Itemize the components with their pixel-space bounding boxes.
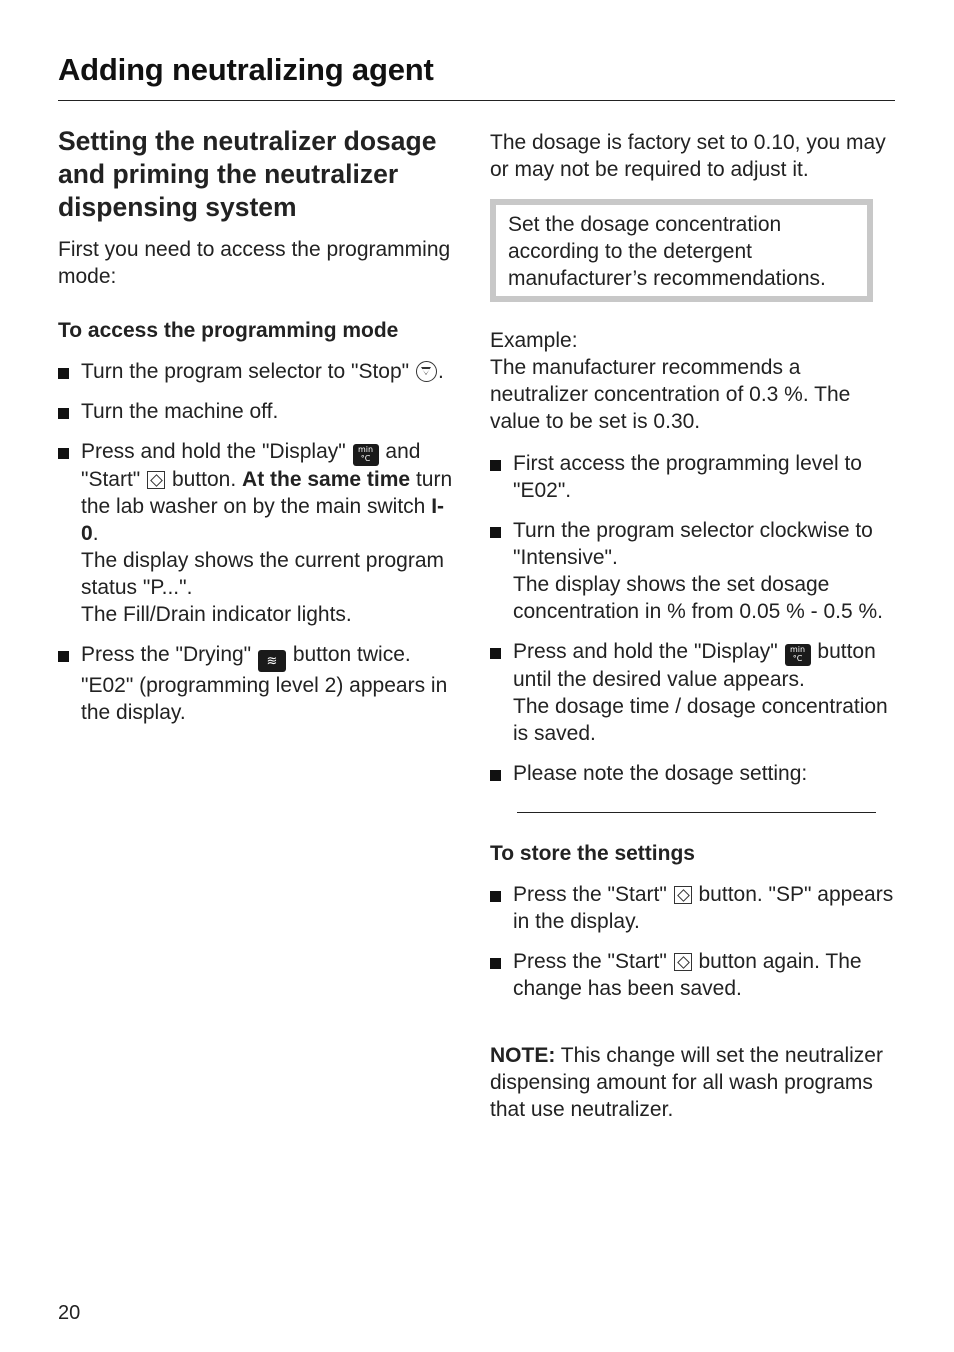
step-text: Turn the program selector to "Stop" <box>81 360 410 383</box>
step-text: Press the "Start" <box>513 950 667 973</box>
dosage-steps <box>490 450 900 787</box>
step-text: Press and hold the "Display" <box>513 640 778 663</box>
display-button-icon: min °C <box>353 444 379 466</box>
step-drying <box>58 641 458 726</box>
bullet-icon <box>490 527 501 538</box>
bullet-icon <box>490 770 501 781</box>
step-access-level <box>490 450 900 504</box>
step-machine-off <box>58 398 458 425</box>
note-paragraph <box>490 1042 900 1123</box>
step-press-hold <box>58 438 458 628</box>
step-turn-selector <box>490 517 900 625</box>
step-text: Press the "Start" <box>513 883 667 906</box>
right-column <box>490 129 900 1123</box>
display-button-icon: min °C <box>785 644 811 666</box>
step-result: The dosage time / dosage concentration is saved. <box>513 695 888 745</box>
step-text: button again. The change has been saved. <box>513 950 862 1000</box>
dosage-callout-box <box>490 199 873 302</box>
stop-symbol-icon <box>416 361 437 382</box>
step-result: The display shows the current program status "P...". <box>81 549 444 599</box>
factory-setting-text: The dosage is factory set to 0.10, you may or may not be required to adjust it. <box>490 131 886 181</box>
bullet-icon <box>490 891 501 902</box>
step-press-display <box>490 638 900 747</box>
example-text: The manufacturer recommends a neutralizer concentration of 0.3 %. The value to be set is 0.30. <box>490 356 851 433</box>
note-label: NOTE: <box>490 1044 556 1067</box>
step-text: Turn the program selector clockwise to "Intensive". <box>513 519 873 569</box>
step-text: . <box>92 522 99 545</box>
bullet-icon <box>58 408 69 419</box>
dosage-write-in-line <box>517 812 876 813</box>
step-result: The display shows the set dosage concentration in % from 0.05 % - 0.5 %. <box>513 573 884 623</box>
step-text: button. <box>171 468 237 491</box>
step-text: Press and hold the "Display" <box>81 440 346 463</box>
start-button-icon <box>674 886 692 904</box>
bullet-icon <box>58 448 69 459</box>
page-number: 20 <box>58 1302 81 1324</box>
programming-mode-steps <box>58 358 458 726</box>
step-result: The Fill/Drain indicator lights. <box>81 603 352 626</box>
step-stop <box>58 358 458 385</box>
intro-text: First you need to access the programming mode: <box>58 238 451 288</box>
step-text: button until the desired value appears. <box>513 640 876 691</box>
start-button-icon <box>674 953 692 971</box>
page-title: Adding neutralizing agent <box>58 52 434 87</box>
programming-mode-subheading: To access the programming mode <box>58 319 399 342</box>
section-heading: Setting the neutralizer dosage and priming the neutralizer dispensing system <box>58 126 437 222</box>
example-label: Example: <box>490 329 578 352</box>
main-switch-label: I-0 <box>81 495 445 545</box>
step-text: Please note the dosage setting: <box>513 762 808 785</box>
left-column <box>58 125 458 739</box>
bullet-icon <box>490 648 501 659</box>
store-settings-subheading: To store the settings <box>490 842 695 865</box>
callout-text: Set the dosage concentration according to the detergent manufacturer’s recommendations. <box>508 213 826 290</box>
title-divider <box>58 100 895 101</box>
bullet-icon <box>58 368 69 379</box>
start-button-icon <box>147 471 165 489</box>
store-steps <box>490 881 900 1002</box>
step-text: Press the "Drying" <box>81 643 252 666</box>
step-end: . <box>437 360 444 383</box>
bullet-icon <box>490 958 501 969</box>
emphasis-text: At the same time <box>242 468 411 491</box>
step-text: button twice. "E02" (programming level 2) appears in the display. <box>81 643 448 724</box>
step-text: and <box>385 440 421 463</box>
step-text: Turn the machine off. <box>81 400 279 423</box>
bullet-icon <box>490 460 501 471</box>
step-press-start <box>490 881 900 935</box>
step-text: turn the lab washer on by the main switch <box>81 468 453 518</box>
drying-button-icon: ≋ <box>258 650 286 672</box>
step-note-dosage <box>490 760 900 787</box>
step-press-start-again <box>490 948 900 1002</box>
note-text: This change will set the neutralizer dispensing amount for all wash programs that use neutralizer. <box>490 1044 883 1121</box>
step-text: button. "SP" appears in the display. <box>513 883 894 933</box>
step-text: First access the programming level to "E02". <box>513 452 862 502</box>
step-text: "Start" <box>81 468 141 491</box>
bullet-icon <box>58 651 69 662</box>
